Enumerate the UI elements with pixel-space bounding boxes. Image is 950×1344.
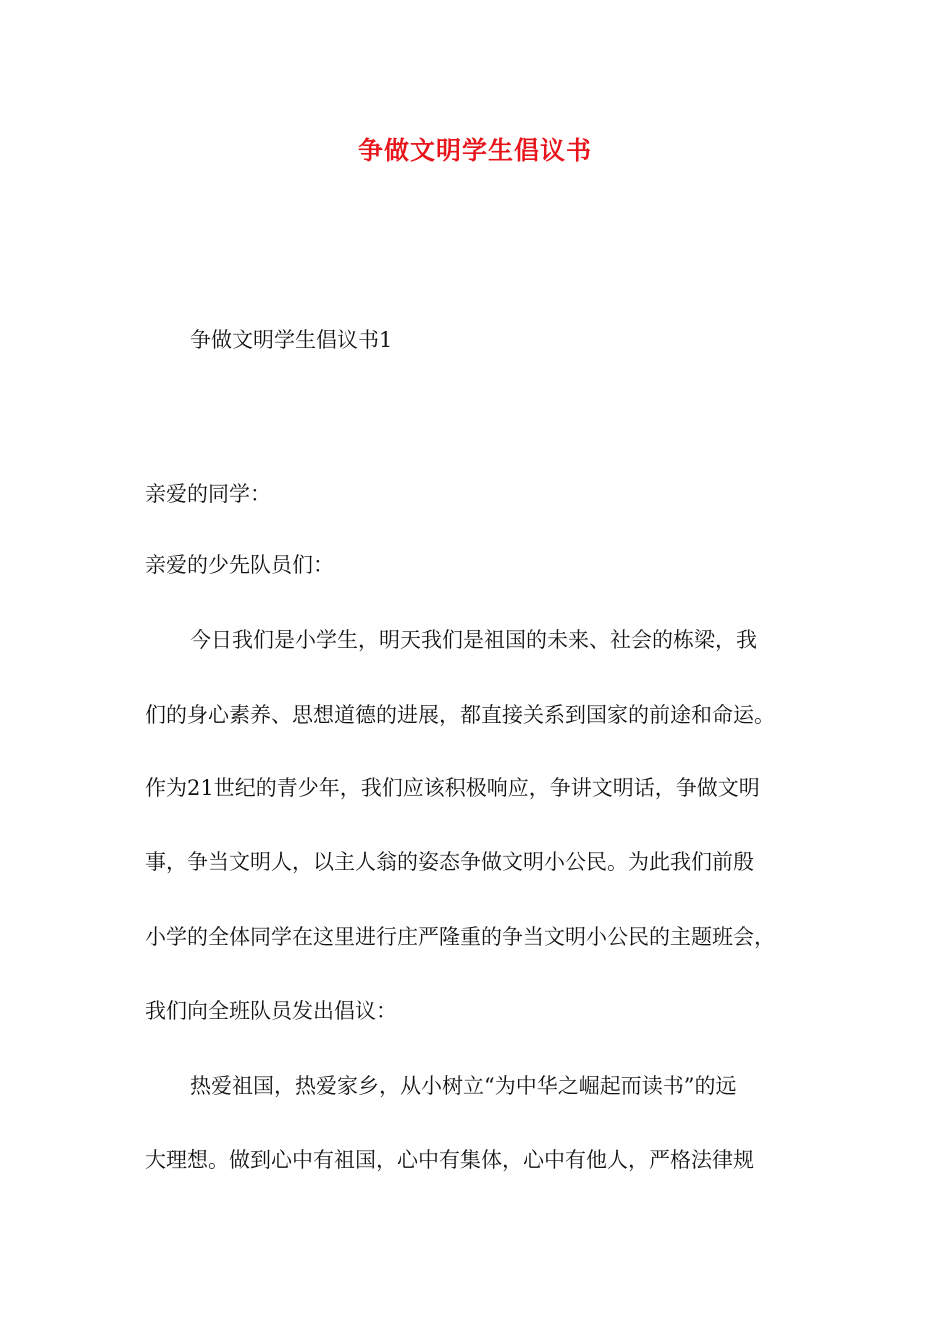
salutation-line: 亲爱的同学：: [145, 482, 271, 506]
paragraph-line: 热爱祖国，热爱家乡，从小树立“为中华之崛起而读书”的远: [190, 1074, 737, 1098]
paragraph-line: 小学的全体同学在这里进行庄严隆重的争当文明小公民的主题班会，: [145, 925, 775, 949]
paragraph-line: 们的身心素养、思想道德的进展，都直接关系到国家的前途和命运。: [145, 703, 775, 727]
paragraph-line: 大理想。做到心中有祖国，心中有集体，心中有他人，严格法律规: [145, 1148, 754, 1172]
paragraph-line: 作为21世纪的青少年，我们应该积极响应，争讲文明话，争做文明: [145, 776, 760, 800]
salutation-line: 亲爱的少先队员们：: [145, 553, 334, 577]
paragraph-line: 事，争当文明人，以主人翁的姿态争做文明小公民。为此我们前殷: [145, 850, 754, 874]
document-title: 争做文明学生倡议书: [357, 136, 592, 165]
paragraph-line: 我们向全班队员发出倡议：: [145, 999, 397, 1023]
paragraph-line: 今日我们是小学生，明天我们是祖国的未来、社会的栋梁，我: [190, 628, 757, 652]
section-heading: 争做文明学生倡议书1: [190, 328, 393, 352]
